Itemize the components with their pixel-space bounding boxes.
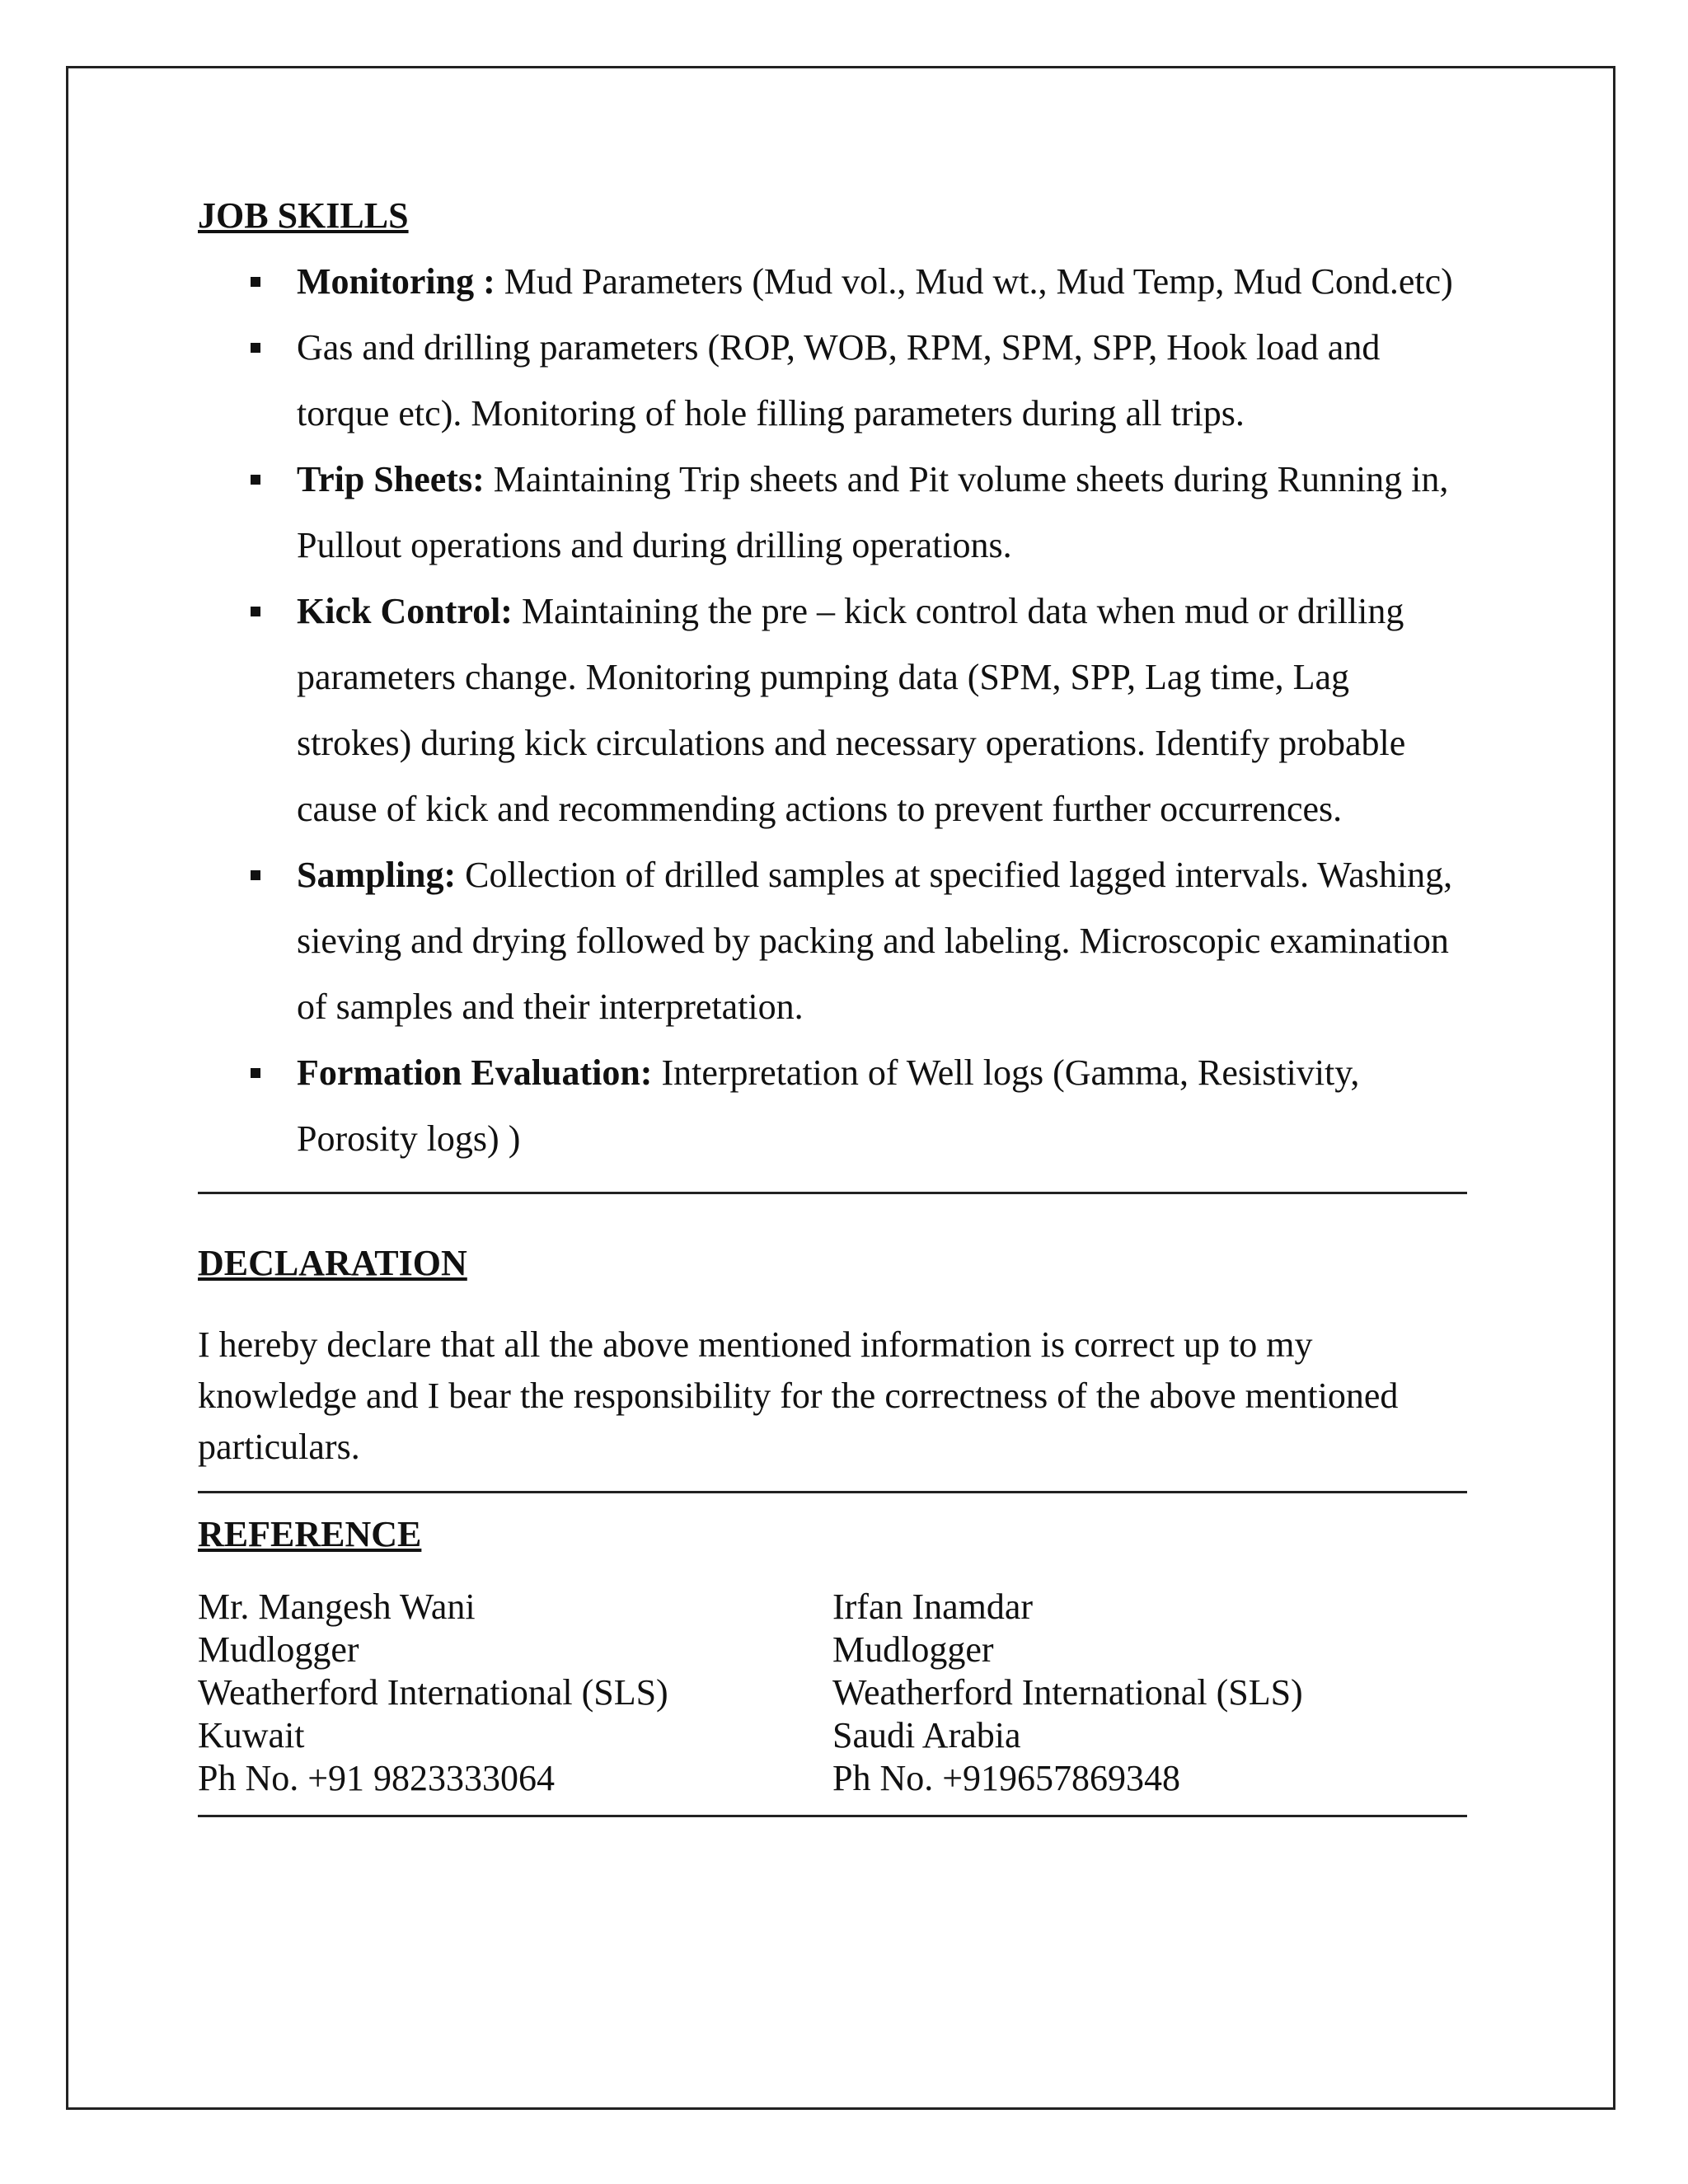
- square-bullet-icon: [251, 870, 260, 880]
- job-skills-list: [198, 249, 1467, 1172]
- reference-name: Mr. Mangesh Wani: [198, 1586, 476, 1627]
- reference-card: [198, 1586, 832, 1800]
- reference-location: Kuwait: [198, 1715, 305, 1755]
- references: [198, 1586, 1467, 1800]
- skill-text: Gas and drilling parameters (ROP, WOB, RPM, SPM, SPP, Hook load and torque etc). Monitoring of hole filling parameters during all trips.: [297, 327, 1381, 434]
- skill-text: Interpretation of Well logs (Gamma, Resistivity, Porosity logs) ): [297, 1052, 1360, 1159]
- skill-item: [198, 1040, 1467, 1172]
- skill-item: [198, 842, 1484, 1040]
- skill-label: Trip Sheets:: [297, 459, 485, 499]
- declaration-text: I hereby declare that all the above mentioned information is correct up to my knowledge and I bear the responsibility for the correctness of the above mentioned particulars.: [198, 1324, 1399, 1467]
- square-bullet-icon: [251, 343, 260, 353]
- skill-text: Collection of drilled samples at specified lagged intervals. Washing, sieving and drying followed by packing and labeling. Microscopic examination of samples and their interpretation.: [297, 855, 1453, 1027]
- reference-card: [832, 1586, 1467, 1800]
- reference-name: Irfan Inamdar: [832, 1586, 1034, 1627]
- section-divider: [198, 1491, 1467, 1493]
- skill-item: [198, 579, 1467, 842]
- reference-company: Weatherford International (SLS): [198, 1672, 668, 1713]
- square-bullet-icon: [251, 1068, 260, 1078]
- skill-item: [198, 447, 1467, 579]
- resume-page-content: [198, 190, 1467, 1817]
- reference-role: Mudlogger: [198, 1629, 359, 1670]
- skill-text: Maintaining Trip sheets and Pit volume sheets during Running in, Pullout operations and during drilling operations.: [297, 459, 1449, 565]
- skill-label: Monitoring :: [297, 261, 495, 302]
- skill-item: [198, 249, 1467, 315]
- reference-phone: Ph No. +91 9823333064: [198, 1758, 556, 1798]
- square-bullet-icon: [251, 475, 260, 485]
- skill-label: Formation Evaluation:: [297, 1052, 653, 1093]
- section-divider: [198, 1192, 1467, 1194]
- skill-item: [198, 315, 1467, 447]
- section-divider: [198, 1815, 1467, 1817]
- skill-text: Maintaining the pre – kick control data when mud or drilling parameters change. Monitoring pumping data (SPM, SPP, Lag time, Lag strokes) during kick circulations and necessary operations. Identify probable cause of kick and recommending actions to prevent further occurrences.: [297, 591, 1406, 829]
- reference-location: Saudi Arabia: [832, 1715, 1021, 1755]
- declaration-heading: DECLARATION: [198, 1243, 467, 1283]
- reference-heading: REFERENCE: [198, 1514, 422, 1554]
- reference-phone: Ph No. +919657869348: [832, 1758, 1181, 1798]
- reference-company: Weatherford International (SLS): [832, 1672, 1303, 1713]
- skill-label: Kick Control:: [297, 591, 513, 631]
- job-skills-heading: JOB SKILLS: [198, 195, 409, 236]
- skill-text: Mud Parameters (Mud vol., Mud wt., Mud Temp, Mud Cond.etc): [495, 261, 1453, 302]
- reference-role: Mudlogger: [832, 1629, 994, 1670]
- square-bullet-icon: [251, 277, 260, 287]
- skill-label: Sampling:: [297, 855, 457, 895]
- square-bullet-icon: [251, 607, 260, 616]
